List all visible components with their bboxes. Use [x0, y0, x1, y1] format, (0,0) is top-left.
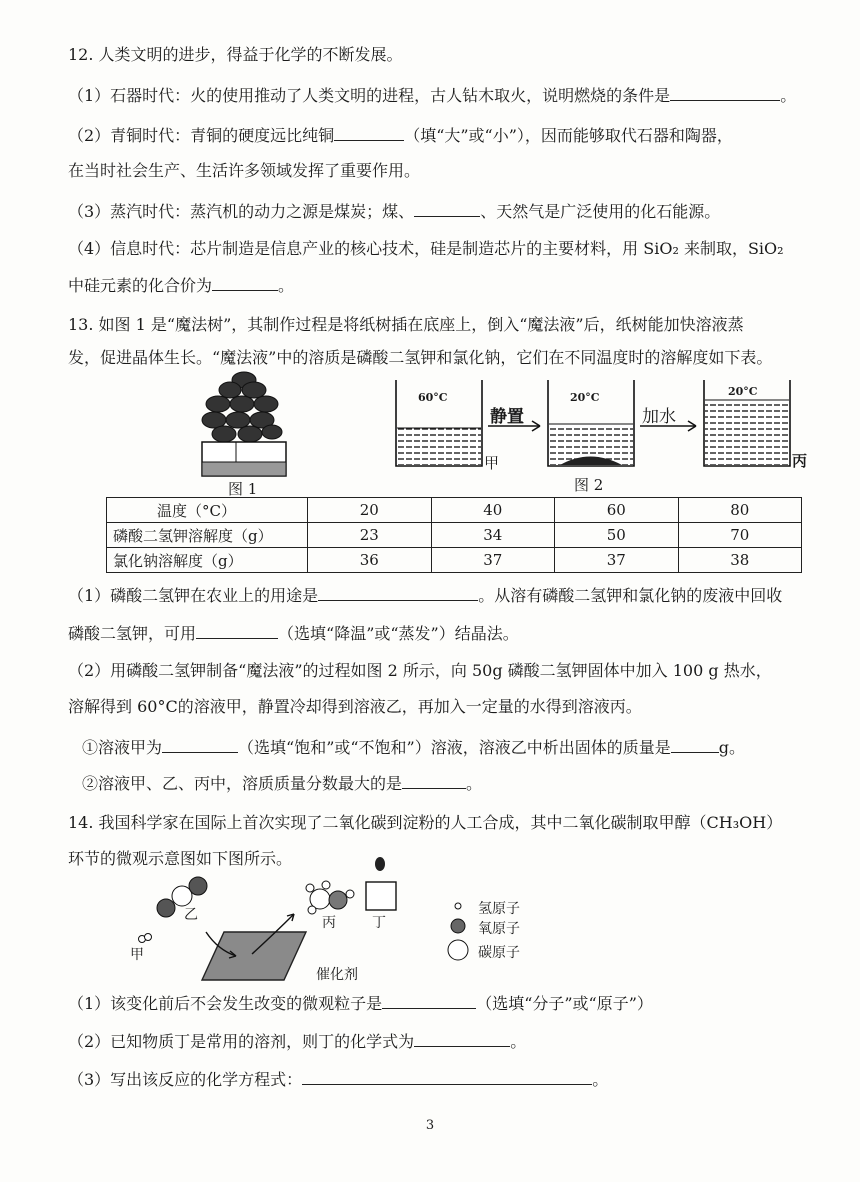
label-bing: 丙	[322, 915, 336, 931]
magic-tree-figure	[196, 370, 292, 480]
q13-sub1: ①溶液甲为 （选填“饱和”或“不饱和”）溶液，溶液乙中析出固体的质量是 g。	[82, 738, 745, 757]
label-jia: 甲	[484, 454, 500, 472]
answer-blank[interactable]	[402, 772, 466, 789]
table-cell: 氯化钠溶解度（g）	[107, 548, 308, 573]
q13-stem-2: 发，促进晶体生长。“魔法液”中的溶质是磷酸二氢钾和氯化钠，它们在不同温度时的溶解度如下表。	[68, 348, 773, 367]
table-cell: 温度（°C）	[107, 498, 308, 523]
answer-blank[interactable]	[382, 992, 476, 1009]
legend-hydrogen: 氢原子	[478, 901, 520, 917]
table-cell: 34	[431, 523, 555, 548]
figure-1-caption: 图 1	[228, 480, 258, 498]
table-cell: 37	[555, 548, 679, 573]
q12-part1: （1）石器时代：火的使用推动了人类文明的进程，古人钻木取火，说明燃烧的条件是 。	[68, 86, 797, 105]
table-cell: 20	[308, 498, 432, 523]
table-cell: 36	[308, 548, 432, 573]
table-row	[107, 548, 802, 573]
q13-part2: （2）用磷酸二氢钾制备“魔法液”的过程如图 2 所示，向 50g 磷酸二氢钾固体中加入 100 g 热水，	[68, 661, 772, 680]
answer-blank[interactable]	[414, 1030, 510, 1047]
table-row	[107, 498, 802, 523]
q14-part1: （1）该变化前后不会发生改变的微观粒子是 （选填“分子”或“原子”）	[68, 994, 653, 1013]
q13-part2-cont: 溶解得到 60°C的溶液甲，静置冷却得到溶液乙，再加入一定量的水得到溶液丙。	[68, 697, 642, 716]
table-cell: 60	[555, 498, 679, 523]
answer-blank[interactable]	[414, 200, 480, 217]
arrow-label-water: 加水	[642, 407, 676, 427]
hydrogen-atom-icon	[455, 903, 461, 909]
q12-part4-cont: 中硅元素的化合价为 。	[68, 276, 295, 295]
arrow-label-static: 静置	[490, 407, 524, 427]
table-cell: 37	[431, 548, 555, 573]
molecule-yi	[157, 877, 207, 917]
molecule-bing	[306, 881, 354, 914]
answer-blank[interactable]	[318, 584, 478, 601]
q13-part1-cont: 磷酸二氢钾，可用 （选填“降温”或“蒸发”）结晶法。	[68, 624, 519, 643]
table-cell: 40	[431, 498, 555, 523]
label-ding: 丁	[372, 915, 386, 931]
q13-sub2: ②溶液甲、乙、丙中，溶质质量分数最大的是 。	[82, 774, 483, 793]
answer-blank[interactable]	[162, 736, 238, 753]
table-cell: 磷酸二氢钾溶解度（g）	[107, 523, 308, 548]
table-cell: 50	[555, 523, 679, 548]
table-row	[107, 523, 802, 548]
q12-stem: 12. 人类文明的进步，得益于化学的不断发展。	[68, 45, 403, 64]
q12-part3: （3）蒸汽时代：蒸汽机的动力之源是煤炭；煤、 、天然气是广泛使用的化石能源。	[68, 202, 721, 221]
oxygen-atom-icon	[451, 919, 465, 933]
smudge-icon	[375, 857, 385, 871]
q12-part2-cont: 在当时社会生产、生活许多领域发挥了重要作用。	[68, 161, 421, 180]
table-cell: 38	[678, 548, 802, 573]
label-yi: 乙	[184, 907, 198, 923]
q14-part2: （2）已知物质丁是常用的溶剂，则丁的化学式为 。	[68, 1032, 527, 1051]
q13-stem-1: 13. 如图 1 是“魔法树”，其制作过程是将纸树插在底座上，倒入“魔法液”后，纸树能加快溶液蒸	[68, 315, 744, 334]
solubility-table	[106, 497, 802, 573]
molecule-ding-box	[366, 882, 396, 910]
answer-blank[interactable]	[670, 84, 780, 101]
beaker-yi-temp: 20°C	[570, 391, 600, 404]
legend-oxygen: 氧原子	[478, 921, 520, 937]
answer-blank[interactable]	[302, 1068, 592, 1085]
carbon-atom-icon	[448, 940, 468, 960]
table-cell: 80	[678, 498, 802, 523]
figure-2-caption: 图 2	[574, 476, 604, 494]
answer-blank[interactable]	[196, 622, 278, 639]
beaker-jia-temp: 60°C	[418, 391, 448, 404]
table-cell: 70	[678, 523, 802, 548]
page-number: 3	[425, 1118, 435, 1133]
q12-part4: （4）信息时代：芯片制造是信息产业的核心技术，硅是制造芯片的主要材料，用 SiO₂ 来制取，SiO₂	[68, 239, 784, 258]
q14-stem-2: 环节的微观示意图如下图所示。	[68, 849, 293, 868]
answer-blank[interactable]	[334, 124, 404, 141]
label-bing: 丙	[792, 452, 808, 470]
q14-part3: （3）写出该反应的化学方程式： 。	[68, 1070, 609, 1089]
catalyst-label: 催化剂	[316, 967, 358, 983]
q14-stem-1: 14. 我国科学家在国际上首次实现了二氧化碳到淀粉的人工合成，其中二氧化碳制取甲醇（CH₃OH）	[68, 813, 783, 832]
label-jia: 甲	[130, 947, 144, 963]
answer-blank[interactable]	[671, 736, 719, 753]
q12-part2: （2）青铜时代：青铜的硬度远比纯铜 （填“大”或“小”），因而能够取代石器和陶器，	[68, 126, 733, 145]
q13-part1: （1）磷酸二氢钾在农业上的用途是 。从溶有磷酸二氢钾和氯化钠的废液中回收	[68, 586, 783, 605]
catalyst-plate	[202, 932, 306, 980]
legend-carbon: 碳原子	[478, 945, 520, 961]
answer-blank[interactable]	[212, 274, 278, 291]
beaker-bing-temp: 20°C	[728, 385, 758, 398]
table-cell: 23	[308, 523, 432, 548]
molecule-jia	[139, 934, 152, 943]
